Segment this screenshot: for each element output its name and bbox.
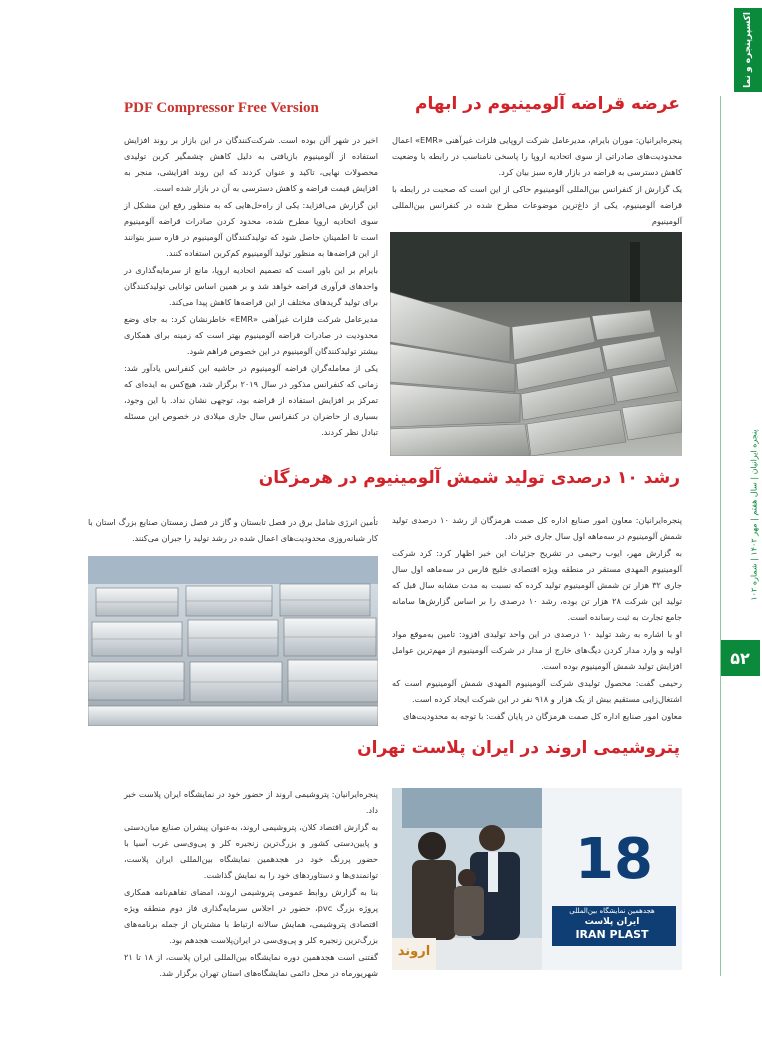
iran-plast-photo (392, 788, 682, 970)
article1-right-paragraph: پنجره‌ایرانیان: موران بایرام، مدیرعامل شرکت اروپایی فلزات غیرآهنی «EMR» اعمال محدودیت‌های صادراتی از سوی اتحادیه اروپا را پاسخی نامناسب در رابطه با وضعیت کاهش دسترسی به قراضه در بازار قاره سبز بیان کرد. (392, 135, 682, 177)
article2-title: رشد ۱۰ درصدی تولید شمش آلومینیوم در هرمزگان (258, 468, 680, 488)
article2-left-paragraph: تأمین انرژی شامل برق در فصل تابستان و گاز در فصل زمستان صنایع بزرگ استان با کار شبانه‌روزی محدودیت‌های اعمال شده در رشد تولید را جبران می‌کنند. (88, 517, 378, 543)
poster-line1: هجدهمین نمایشگاه بین‌المللی (569, 907, 655, 915)
article1-left-paragraph: این گزارش می‌افزاید: یکی از راه‌حل‌هایی که به منظور رفع این مشکل از سوی اتحادیه اروپا مطرح شده، محدود کردن صادرات قراضه آلومینیوم است تا اطمینان حاصل شود که تولیدکنندگان آلومینیوم در قاره سبز بتوانند از این قراضه‌ها به منظور تولید آلومینیوم کم‌کربن استفاده کنند. (124, 200, 378, 258)
page-number: ۵۲ (720, 640, 760, 676)
article3-paragraph: بنا به گزارش روابط عمومی پتروشیمی اروند، امضای تفاهم‌نامه همکاری پروژه بزرگ pvc، حضور در اجلاس سرمایه‌گذاری فاز دوم منطقه ویژه اقتصادی پتروشیمی، همایش سالانه ارتباط با مشتریان از جمله برنامه‌های بزرگ‌ترین زنجیره کلر و پی‌وی‌سی در ایران‌پلاست هجدهم بود. (124, 887, 379, 945)
ingot-stacks-image (88, 556, 378, 726)
aluminium-ingots-photo (390, 232, 682, 456)
article1-title: عرضه قراضه آلومینیوم در ابهام (415, 94, 680, 114)
article1-left-column (124, 132, 378, 441)
article3-paragraph: پنجره‌ایرانیان: پتروشیمی اروند از حضور خود در نمایشگاه ایران پلاست خبر داد. (124, 789, 378, 815)
arvand-brand-label: اروند (397, 944, 431, 959)
poster-number: 18 (575, 827, 653, 892)
article2-right-paragraph: رحیمی گفت: محصول تولیدی شرکت آلومینیوم المهدی شمش آلومینیوم است که اشتغال‌زایی مستقیم بیش از یک هزار و ۹۱۸ نفر در این شرکت ایجاد کرده است. (392, 678, 682, 704)
poster-line2: ایران پلاست (584, 917, 640, 927)
running-header (746, 420, 762, 610)
article1-left-paragraph: مدیرعامل شرکت فلزات غیرآهنی «EMR» خاطرنشان کرد: به جای وضع محدودیت در صادرات قراضه آلومینیوم بهتر است که زمینه برای همکاری بیشتر تولیدکنندگان آلومینیوم در این خصوص فراهم شود. (124, 314, 378, 356)
article2-right-column (392, 512, 682, 725)
article1-left-paragraph: بایرام بر این باور است که تصمیم اتحادیه اروپا، مانع از سرمایه‌گذاری در واحدهای فرآوری قراضه خواهد شد و بر همین اساس توانایی تولیدکنندگان برای تولید گریدهای مختلف از این قراضه‌ها کاهش پیدا می‌کند. (124, 265, 378, 307)
article2-right-paragraph: او با اشاره به رشد تولید ۱۰ درصدی در این واحد تولیدی افزود: تامین به‌موقع مواد اولیه و وارد مدار کردن دیگ‌های خارج از مدار در شرکت آلومینیوم از مهم‌ترین عوامل افزایش تولید شمش آلومینیوم بوده است. (392, 629, 682, 671)
article3-paragraph: گفتنی است هجدهمین دوره نمایشگاه بین‌المللی ایران پلاست، از ۱۸ تا ۲۱ شهریورماه در محل دائمی نمایشگاه‌های استان تهران برگزار شد. (124, 952, 378, 978)
article2-right-paragraph: به گزارش مهر، ایوب رحیمی در تشریح جزئیات این خبر اظهار کرد: کرد شرکت آلومینیوم المهدی مستقر در منطقه ویژه اقتصادی خلیج فارس در سه‌ماهه اول سال جاری ۳۲ هزار تن شمش آلومینیوم تولید کرده که نسبت به مدت مشابه سال قبل که تولید این شرکت ۲۸ هزار تن بوده، رشد ۱۰ درصدی را بر اساس گزارش‌ها سامانه جامع تجارت به ثبت رسانده است. (392, 548, 682, 622)
section-tab-label: اکسپرپنجره و نما (743, 12, 753, 88)
margin-rule (720, 96, 721, 976)
poster-line3: IRAN PLAST (575, 928, 649, 941)
ingots-image (390, 232, 682, 456)
article2-left-column (88, 514, 378, 547)
article1-left-paragraph: یکی از معامله‌گران قراضه آلومینیوم در حاشیه این کنفرانس یادآور شد: زمانی که کنفرانس مذکور در سال ۲۰۱۹ برگزار شد، هیچ‌کس به ایده‌ای که تمرکز بر افزایش استفاده از قراضه بود، توجهی نشان نداد. با این وجود، بسیاری از حاضران در کنفرانس سال جاری میلادی در خصوص این مسئله تبادل نظر کردند. (124, 363, 379, 437)
article2-right-paragraph: پنجره‌ایرانیان: معاون امور صنایع اداره کل صمت هرمزگان از رشد ۱۰ درصدی تولید شمش آلومینیوم در سه‌ماهه اول سال جاری خبر داد. (392, 515, 682, 541)
article2-right-paragraph: معاون امور صنایع اداره کل صمت هرمزگان در پایان گفت: با توجه به محدودیت‌های (403, 711, 682, 721)
watermark: PDF Compressor Free Version (124, 100, 319, 116)
article3-paragraph: به گزارش اقتصاد کلان، پتروشیمی اروند، به‌عنوان پیشران صنایع میان‌دستی و پایین‌دستی کشور و بزرگ‌ترین زنجیره کلر و پی‌وی‌سی غرب آسیا با حضور پررنگ خود در هجدهمین نمایشگاه بین‌المللی ایران پلاست، توانمندی‌ها و دستاوردهای خود را به نمایش گذاشت. (124, 822, 378, 880)
article1-right-column (392, 132, 682, 230)
poster-caption (542, 906, 682, 946)
section-tab (734, 8, 762, 92)
running-header-text: پنجره ایرانیان | سال هفتم | مهر ۱۴۰۲ | شماره ۱۰۲ (749, 429, 759, 601)
article3-column (124, 786, 378, 982)
article1-left-paragraph: اخیر در شهر آلن بوده است. شرکت‌کنندگان در این بازار بر روند افزایش استفاده از آلومینیوم بازیافتی به دلیل کاهش چشمگیر کربن تولیدی محصولات نهایی، تاکید و عنوان کردند که این روند افزایشی، منجر به افزایش قیمت قراضه و کاهش دسترسی به آن در بازار شده است. (124, 135, 378, 193)
article1-right-paragraph: یک گزارش از کنفرانس بین‌المللی آلومینیوم حاکی از این است که صحبت در رابطه با قراضه آلومینیوم، یکی از داغ‌ترین موضوعات مطرح شده در کنفرانس بین‌المللی آلومینیوم (392, 184, 682, 226)
ingot-stacks-photo (88, 556, 378, 726)
article3-title: پتروشیمی اروند در ایران پلاست تهران (357, 738, 680, 758)
